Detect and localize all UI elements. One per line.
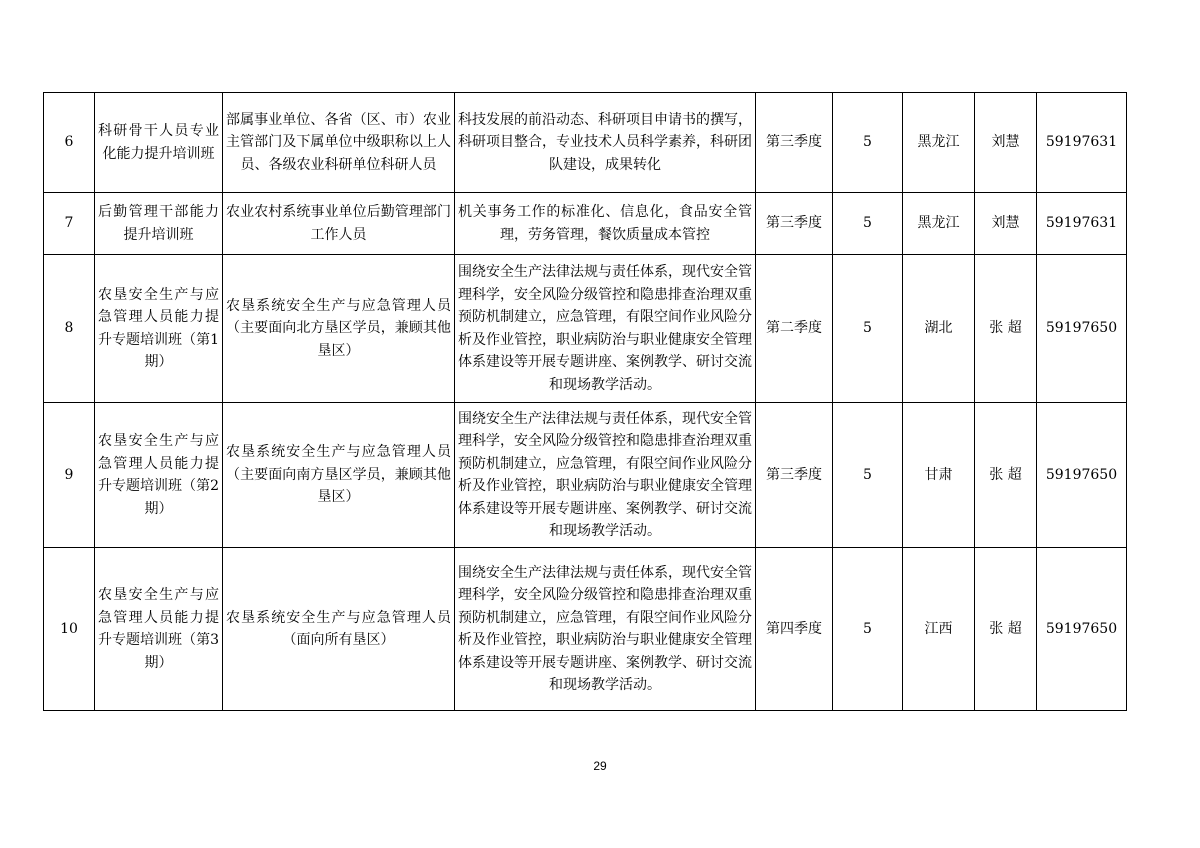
target-trainees: 农垦系统安全生产与应急管理人员（面向所有垦区）: [223, 548, 455, 711]
row-number: 10: [44, 548, 95, 711]
location: 甘肃: [903, 403, 975, 548]
course-name: 后勤管理干部能力提升培训班: [95, 193, 223, 255]
target-trainees: 农垦系统安全生产与应急管理人员（主要面向北方垦区学员，兼顾其他垦区）: [223, 255, 455, 403]
contact-person: 张 超: [975, 548, 1037, 711]
course-name: 农垦安全生产与应急管理人员能力提升专题培训班（第2期）: [95, 403, 223, 548]
table-row: [44, 193, 1127, 255]
target-trainees: 农垦系统安全生产与应急管理人员（主要面向南方垦区学员，兼顾其他垦区）: [223, 403, 455, 548]
row-number: 8: [44, 255, 95, 403]
location: 江西: [903, 548, 975, 711]
course-content: 围绕安全生产法律法规与责任体系，现代安全管理科学，安全风险分级管控和隐患排查治理双重预防机制建立，应急管理，有限空间作业风险分析及作业管控，职业病防治与职业健康安全管理体系建设等开展专题讲座、案例教学、研讨交流和现场教学活动。: [455, 403, 756, 548]
target-trainees: 部属事业单位、各省（区、市）农业主管部门及下属单位中级职称以上人员、各级农业科研单位科研人员: [223, 93, 455, 193]
quarter: 第二季度: [756, 255, 833, 403]
course-content: 围绕安全生产法律法规与责任体系，现代安全管理科学，安全风险分级管控和隐患排查治理双重预防机制建立，应急管理，有限空间作业风险分析及作业管控，职业病防治与职业健康安全管理体系建设等开展专题讲座、案例教学、研讨交流和现场教学活动。: [455, 255, 756, 403]
row-number: 6: [44, 93, 95, 193]
row-number: 9: [44, 403, 95, 548]
duration-days: 5: [833, 93, 903, 193]
contact-person: 刘慧: [975, 193, 1037, 255]
target-trainees: 农业农村系统事业单位后勤管理部门工作人员: [223, 193, 455, 255]
contact-phone: 59197631: [1037, 193, 1127, 255]
location: 黑龙江: [903, 93, 975, 193]
course-content: 围绕安全生产法律法规与责任体系，现代安全管理科学，安全风险分级管控和隐患排查治理双重预防机制建立，应急管理，有限空间作业风险分析及作业管控，职业病防治与职业健康安全管理体系建设等开展专题讲座、案例教学、研讨交流和现场教学活动。: [455, 548, 756, 711]
table-row: [44, 255, 1127, 403]
quarter: 第四季度: [756, 548, 833, 711]
contact-person: 张 超: [975, 255, 1037, 403]
course-content: 科技发展的前沿动态、科研项目申请书的撰写，科研项目整合，专业技术人员科学素养，科研团队建设，成果转化: [455, 93, 756, 193]
table-row: [44, 548, 1127, 711]
training-plan-table: [43, 92, 1127, 711]
course-name: 农垦安全生产与应急管理人员能力提升专题培训班（第3期）: [95, 548, 223, 711]
contact-phone: 59197650: [1037, 403, 1127, 548]
course-name: 科研骨干人员专业化能力提升培训班: [95, 93, 223, 193]
location: 黑龙江: [903, 193, 975, 255]
quarter: 第三季度: [756, 93, 833, 193]
contact-person: 刘慧: [975, 93, 1037, 193]
contact-phone: 59197631: [1037, 93, 1127, 193]
course-content: 机关事务工作的标准化、信息化，食品安全管理，劳务管理，餐饮质量成本管控: [455, 193, 756, 255]
duration-days: 5: [833, 403, 903, 548]
course-name: 农垦安全生产与应急管理人员能力提升专题培训班（第1期）: [95, 255, 223, 403]
contact-person: 张 超: [975, 403, 1037, 548]
quarter: 第三季度: [756, 403, 833, 548]
duration-days: 5: [833, 255, 903, 403]
row-number: 7: [44, 193, 95, 255]
page-number: 29: [593, 759, 607, 773]
duration-days: 5: [833, 193, 903, 255]
quarter: 第三季度: [756, 193, 833, 255]
contact-phone: 59197650: [1037, 255, 1127, 403]
table-row: [44, 93, 1127, 193]
location: 湖北: [903, 255, 975, 403]
table-row: [44, 403, 1127, 548]
contact-phone: 59197650: [1037, 548, 1127, 711]
duration-days: 5: [833, 548, 903, 711]
